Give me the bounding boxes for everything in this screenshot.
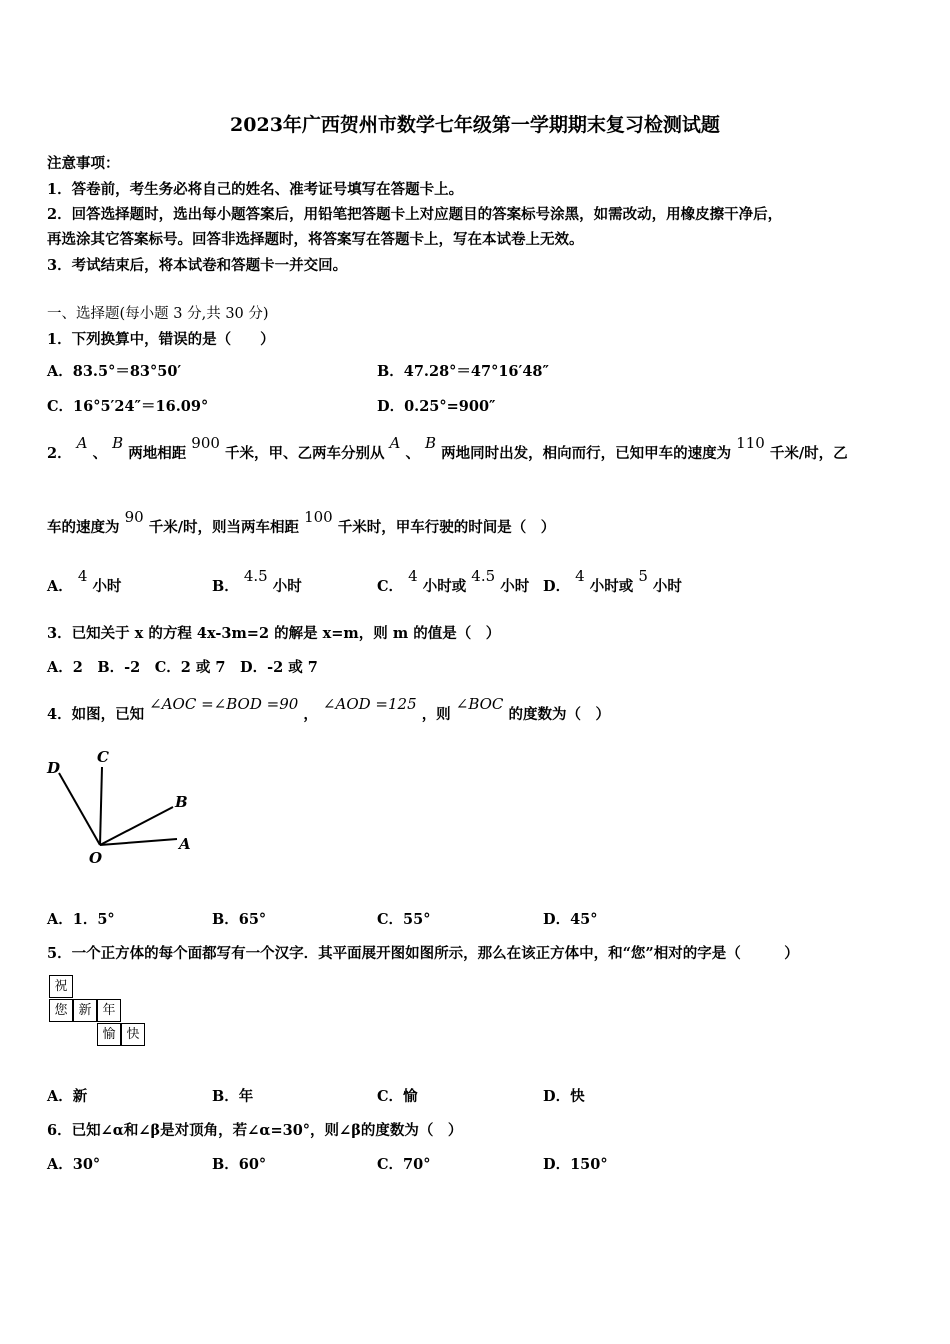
q2-text: 两地同时出发，相向而行，已知甲车的速度为 (441, 445, 732, 462)
q2-text: 千米/时，则当两车相距 (148, 519, 300, 536)
option-number: 4.5 (243, 567, 268, 585)
q2-option-d (543, 567, 682, 596)
q2-sep: 、 (92, 445, 108, 462)
q2-text: 千米/时，乙 (769, 445, 848, 462)
notice-item: 1．答卷前，考生务必将自己的姓名、准考证号填写在答题卡上。 (47, 181, 464, 198)
q2-distance: 900 (191, 434, 220, 452)
q6-option-c: C．70° (377, 1156, 431, 1173)
label-b: B (175, 793, 188, 811)
q4-option-a: A．1．5° (47, 911, 115, 928)
q4-option-c: C．55° (377, 911, 431, 928)
option-unit: 小时或 (589, 578, 634, 595)
q5-option-b: B．年 (212, 1088, 254, 1105)
q4-text: 的度数为（ ） (508, 706, 610, 723)
q4-text: 4．如图，已知 (47, 706, 145, 723)
ray-oc (100, 767, 102, 845)
q5-option-a: A．新 (47, 1088, 88, 1105)
question-3-stem: 3．已知关于 x 的方程 4x-3m=2 的解是 x=m，则 m 的值是（ ） (47, 625, 501, 642)
q2-text: 车的速度为 (47, 519, 120, 536)
question-2-line-2 (47, 508, 556, 537)
q2-var-a: A (76, 434, 88, 452)
q4-expression: ∠BOC (455, 695, 504, 713)
option-prefix: A． (47, 578, 73, 595)
q2-option-b (212, 567, 302, 596)
q1-option-b: B．47.28°＝47°16′48″ (377, 363, 549, 380)
q2-speed-a: 110 (736, 434, 765, 452)
option-prefix: B． (212, 578, 239, 595)
q2-text: 千米时，甲车行驶的时间是（ ） (337, 519, 556, 536)
q2-text: 千米，甲、乙两车分别从 (224, 445, 385, 462)
q4-text: ， (303, 706, 318, 723)
option-unit: 小时 (500, 578, 530, 595)
label-a: A (179, 835, 191, 853)
q4-option-d: D．45° (543, 911, 598, 928)
net-cell: 愉 (97, 1023, 121, 1046)
q4-expression: ∠AOD =125 (322, 695, 417, 713)
notice-item: 2．回答选择题时，选出每小题答案后，用铅笔把答题卡上对应题目的答案标号涂黑，如需改动，用橡皮擦干净后， (47, 206, 783, 223)
question-2-line-1 (47, 434, 848, 463)
q4-option-b: B．65° (212, 911, 267, 928)
q1-option-d: D．0.25°=900″ (377, 398, 496, 415)
question-5-stem: 5．一个正方体的每个面都写有一个汉字．其平面展开图如图所示，那么在该正方体中，和“您”相对的字是（ ） (47, 945, 799, 962)
q3-options: A．2 B．-2 C．2 或 7 D．-2 或 7 (47, 659, 318, 676)
notice-item: 3．考试结束后，将本试卷和答题卡一并交回。 (47, 257, 348, 274)
q5-option-c: C．愉 (377, 1088, 418, 1105)
q5-option-d: D．快 (543, 1088, 585, 1105)
section-heading: 一、选择题(每小题 3 分,共 30 分) (47, 306, 269, 322)
label-c: C (97, 748, 109, 766)
net-cell: 祝 (49, 975, 73, 998)
option-prefix: D． (543, 578, 571, 595)
q2-var-a: A (389, 434, 401, 452)
net-cell: 新 (73, 999, 97, 1022)
q2-option-a (47, 567, 122, 596)
q1-option-a: A．83.5°＝83°50′ (47, 363, 182, 380)
q2-var-b: B (112, 434, 124, 452)
notice-item: 再选涂其它答案标号。回答非选择题时，将答案写在答题卡上，写在本试卷上无效。 (47, 231, 584, 248)
angle-figure (45, 745, 205, 870)
q6-option-b: B．60° (212, 1156, 267, 1173)
q6-option-a: A．30° (47, 1156, 101, 1173)
q2-text: 两地相距 (128, 445, 187, 462)
option-unit: 小时 (652, 578, 682, 595)
q2-speed-b: 90 (124, 508, 144, 526)
ray-od (59, 773, 100, 845)
net-cell: 快 (121, 1023, 145, 1046)
option-unit: 小时 (272, 578, 302, 595)
net-cell: 年 (97, 999, 121, 1022)
notice-heading: 注意事项： (47, 155, 120, 172)
q2-gap: 100 (304, 508, 333, 526)
q2-sep: 、 (405, 445, 420, 462)
q4-text: ，则 (421, 706, 451, 723)
option-number: 4.5 (471, 567, 496, 585)
option-unit: 小时或 (422, 578, 467, 595)
option-number: 5 (638, 567, 648, 585)
q2-number: 2． (47, 445, 72, 462)
option-prefix: C． (377, 578, 404, 595)
q2-option-c (377, 567, 530, 596)
question-4-stem (47, 695, 610, 724)
net-cell: 您 (49, 999, 73, 1022)
q2-var-b: B (425, 434, 437, 452)
q4-expression: ∠AOC =∠BOD =90 (149, 695, 299, 713)
q6-option-d: D．150° (543, 1156, 608, 1173)
page-title: 2023年广西贺州市数学七年级第一学期期末复习检测试题 (230, 114, 720, 136)
question-1-stem: 1．下列换算中，错误的是（ ） (47, 331, 275, 348)
option-number: 4 (77, 567, 88, 585)
option-number: 4 (575, 567, 585, 585)
label-d: D (47, 759, 61, 777)
question-6-stem: 6．已知∠α和∠β是对顶角，若∠α=30°，则∠β的度数为（ ） (47, 1122, 463, 1139)
label-o: O (89, 849, 103, 867)
option-number: 4 (408, 567, 418, 585)
q1-option-c: C．16°5′24″＝16.09° (47, 398, 209, 415)
option-unit: 小时 (92, 578, 122, 595)
